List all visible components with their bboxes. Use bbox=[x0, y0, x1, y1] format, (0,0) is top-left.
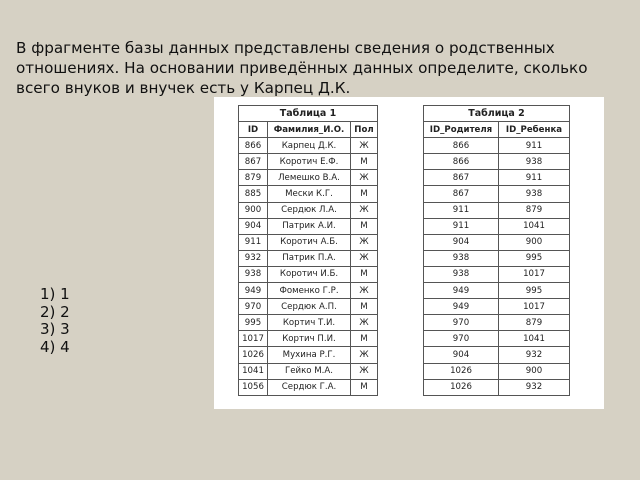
table-1-body bbox=[239, 138, 378, 396]
table-1-cell: Коротич Е.Ф. bbox=[268, 154, 351, 170]
table-1-cell: М bbox=[351, 218, 378, 234]
table-2-cell: 911 bbox=[424, 202, 499, 218]
table-2-cell: 932 bbox=[499, 379, 570, 395]
table-1-header-id: ID bbox=[239, 122, 268, 138]
table-1-cell: 932 bbox=[239, 250, 268, 266]
table-2-cell: 911 bbox=[499, 170, 570, 186]
table-1-cell: Гейко М.А. bbox=[268, 363, 351, 379]
table-1-cell: М bbox=[351, 186, 378, 202]
table-1-row bbox=[239, 170, 378, 186]
table-2-cell: 1041 bbox=[499, 331, 570, 347]
table-2-row bbox=[424, 379, 570, 395]
table-1-cell: М bbox=[351, 266, 378, 282]
table-2-title: Таблица 2 bbox=[424, 106, 570, 122]
table-2-cell: 1017 bbox=[499, 299, 570, 315]
table-1-cell: Ж bbox=[351, 250, 378, 266]
table-1-cell: 1041 bbox=[239, 363, 268, 379]
table-1-cell: Коротич И.Б. bbox=[268, 266, 351, 282]
table-1-row bbox=[239, 379, 378, 395]
table-2-cell: 938 bbox=[499, 154, 570, 170]
table-2-cell: 1026 bbox=[424, 363, 499, 379]
table-2-row bbox=[424, 154, 570, 170]
table-1-cell: 900 bbox=[239, 202, 268, 218]
table-2-header-child: ID_Ребенка bbox=[499, 122, 570, 138]
table-1-cell: Ж bbox=[351, 234, 378, 250]
table-1-row bbox=[239, 202, 378, 218]
table-2-cell: 867 bbox=[424, 170, 499, 186]
table-2-header-parent: ID_Родителя bbox=[424, 122, 499, 138]
table-2-cell: 904 bbox=[424, 234, 499, 250]
table-2-cell: 938 bbox=[499, 186, 570, 202]
table-2-row bbox=[424, 138, 570, 154]
table-2-row bbox=[424, 234, 570, 250]
table-2-row bbox=[424, 186, 570, 202]
table-1-cell: 911 bbox=[239, 234, 268, 250]
table-1-cell: Ж bbox=[351, 315, 378, 331]
table-2-row bbox=[424, 170, 570, 186]
table-1-cell: Карпец Д.К. bbox=[268, 138, 351, 154]
table-2-cell: 1026 bbox=[424, 379, 499, 395]
table-1-cell: 867 bbox=[239, 154, 268, 170]
table-1-cell: Фоменко Г.Р. bbox=[268, 283, 351, 299]
answer-options bbox=[40, 286, 70, 356]
table-2-row bbox=[424, 283, 570, 299]
table-1-row bbox=[239, 331, 378, 347]
table-1-cell: Мески К.Г. bbox=[268, 186, 351, 202]
table-1-cell: М bbox=[351, 331, 378, 347]
table-1-cell: 1056 bbox=[239, 379, 268, 395]
table-1-cell: Мухина Р.Г. bbox=[268, 347, 351, 363]
table-2-cell: 1041 bbox=[499, 218, 570, 234]
table-1-cell: 938 bbox=[239, 266, 268, 282]
table-2-cell: 949 bbox=[424, 299, 499, 315]
table-1-cell: Сердюк Г.А. bbox=[268, 379, 351, 395]
table-1-row bbox=[239, 250, 378, 266]
answer-option-3[interactable]: 3) 3 bbox=[40, 320, 70, 338]
table-1-row bbox=[239, 266, 378, 282]
table-2-cell: 867 bbox=[424, 186, 499, 202]
question-text: В фрагменте базы данных представлены сведения о родственных отношениях. На основании приведённых данных определите, сколько всего внуков и внучек есть у Карпец Д.К. bbox=[16, 39, 588, 97]
table-2-row bbox=[424, 266, 570, 282]
table-2-row bbox=[424, 202, 570, 218]
table-1-cell: 904 bbox=[239, 218, 268, 234]
table-2 bbox=[423, 105, 570, 396]
table-1-cell: 995 bbox=[239, 315, 268, 331]
table-2-cell: 904 bbox=[424, 347, 499, 363]
table-1-cell: 866 bbox=[239, 138, 268, 154]
table-1-cell: 1026 bbox=[239, 347, 268, 363]
table-1-cell: Лемешко В.А. bbox=[268, 170, 351, 186]
table-2-row bbox=[424, 299, 570, 315]
table-1-row bbox=[239, 154, 378, 170]
table-2-cell: 911 bbox=[499, 138, 570, 154]
table-2-cell: 911 bbox=[424, 218, 499, 234]
table-1-cell: Сердюк А.П. bbox=[268, 299, 351, 315]
table-1-cell: Ж bbox=[351, 347, 378, 363]
table-1-cell: Ж bbox=[351, 283, 378, 299]
table-2-row bbox=[424, 363, 570, 379]
answer-option-1[interactable]: 1) 1 bbox=[40, 285, 70, 303]
table-2-cell: 900 bbox=[499, 234, 570, 250]
table-2-cell: 970 bbox=[424, 315, 499, 331]
table-1-cell: Ж bbox=[351, 170, 378, 186]
table-1-cell: 949 bbox=[239, 283, 268, 299]
table-1-cell: М bbox=[351, 154, 378, 170]
table-1-row bbox=[239, 299, 378, 315]
table-2-row bbox=[424, 218, 570, 234]
table-1-cell: М bbox=[351, 379, 378, 395]
answer-option-4[interactable]: 4) 4 bbox=[40, 337, 70, 356]
table-1-cell: Патрик П.А. bbox=[268, 250, 351, 266]
table-1-row bbox=[239, 218, 378, 234]
table-1-cell: 970 bbox=[239, 299, 268, 315]
table-1-header-name: Фамилия_И.О. bbox=[268, 122, 351, 138]
table-2-row bbox=[424, 250, 570, 266]
table-2-row bbox=[424, 347, 570, 363]
table-2-body bbox=[424, 138, 570, 396]
table-2-cell: 1017 bbox=[499, 266, 570, 282]
table-2-cell: 995 bbox=[499, 283, 570, 299]
table-2-cell: 879 bbox=[499, 315, 570, 331]
table-2-cell: 938 bbox=[424, 266, 499, 282]
table-1 bbox=[238, 105, 378, 396]
table-1-row bbox=[239, 186, 378, 202]
table-1-title: Таблица 1 bbox=[239, 106, 378, 122]
table-1-cell: Ж bbox=[351, 202, 378, 218]
table-1-row bbox=[239, 234, 378, 250]
table-1-row bbox=[239, 138, 378, 154]
table-1-cell: Кортич П.И. bbox=[268, 331, 351, 347]
table-2-cell: 900 bbox=[499, 363, 570, 379]
table-2-cell: 866 bbox=[424, 154, 499, 170]
table-2-cell: 932 bbox=[499, 347, 570, 363]
table-1-cell: 885 bbox=[239, 186, 268, 202]
table-1-cell: Сердюк Л.А. bbox=[268, 202, 351, 218]
table-1-cell: 1017 bbox=[239, 331, 268, 347]
table-1-row bbox=[239, 363, 378, 379]
table-1-cell: Коротич А.Б. bbox=[268, 234, 351, 250]
table-2-cell: 949 bbox=[424, 283, 499, 299]
tables-image bbox=[214, 97, 604, 409]
table-1-row bbox=[239, 315, 378, 331]
table-2-cell: 995 bbox=[499, 250, 570, 266]
table-2-cell: 879 bbox=[499, 202, 570, 218]
table-1-cell: Кортич Т.И. bbox=[268, 315, 351, 331]
table-2-cell: 866 bbox=[424, 138, 499, 154]
table-1-row bbox=[239, 283, 378, 299]
table-1-cell: Ж bbox=[351, 138, 378, 154]
table-1-cell: 879 bbox=[239, 170, 268, 186]
table-2-cell: 938 bbox=[424, 250, 499, 266]
table-1-row bbox=[239, 347, 378, 363]
table-1-cell: Патрик А.И. bbox=[268, 218, 351, 234]
table-1-header-sex: Пол bbox=[351, 122, 378, 138]
answer-option-2[interactable]: 2) 2 bbox=[40, 302, 70, 321]
table-1-cell: М bbox=[351, 299, 378, 315]
table-2-row bbox=[424, 315, 570, 331]
table-1-cell: Ж bbox=[351, 363, 378, 379]
table-2-row bbox=[424, 331, 570, 347]
table-2-cell: 970 bbox=[424, 331, 499, 347]
